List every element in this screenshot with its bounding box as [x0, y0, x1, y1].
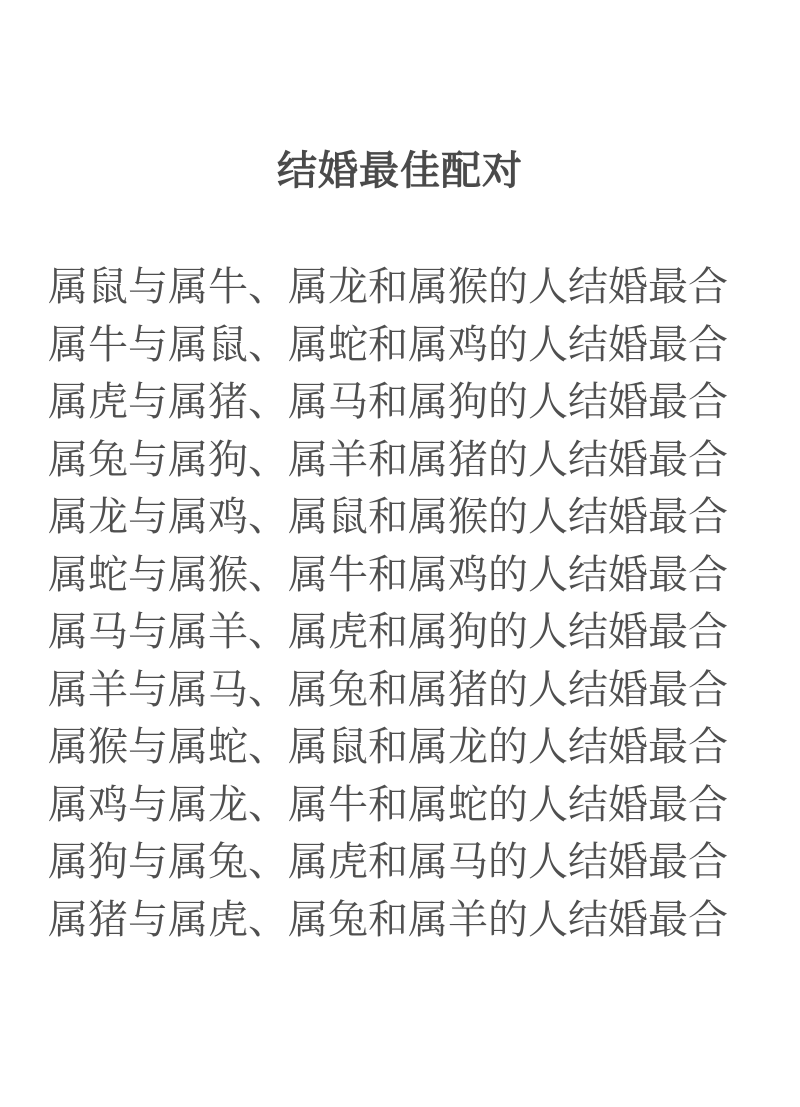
- pairing-line-rooster: 属鸡与属龙、属牛和属蛇的人结婚最合: [48, 782, 728, 827]
- pairing-line-goat: 属羊与属马、属兔和属猪的人结婚最合: [48, 667, 728, 712]
- pairing-line-dragon: 属龙与属鸡、属鼠和属猴的人结婚最合: [48, 495, 728, 539]
- pairing-line-dog: 属狗与属兔、属虎和属马的人结婚最合: [48, 840, 728, 884]
- page-title: 结婚最佳配对: [277, 149, 523, 193]
- pairing-list: [0, 259, 800, 949]
- pairing-line-horse: 属马与属羊、属虎和属狗的人结婚最合: [48, 610, 728, 654]
- pairing-line-rat: 属鼠与属牛、属龙和属猴的人结婚最合: [48, 265, 728, 309]
- pairing-line-rabbit: 属兔与属狗、属羊和属猪的人结婚最合: [48, 437, 728, 482]
- pairing-line-tiger: 属虎与属猪、属马和属狗的人结婚最合: [48, 380, 728, 424]
- pairing-line-snake: 属蛇与属猴、属牛和属鸡的人结婚最合: [48, 552, 728, 597]
- pairing-line-pig: 属猪与属虎、属兔和属羊的人结婚最合: [48, 897, 728, 942]
- pairing-line-ox: 属牛与属鼠、属蛇和属鸡的人结婚最合: [48, 322, 728, 367]
- pairing-line-monkey: 属猴与属蛇、属鼠和属龙的人结婚最合: [48, 725, 728, 769]
